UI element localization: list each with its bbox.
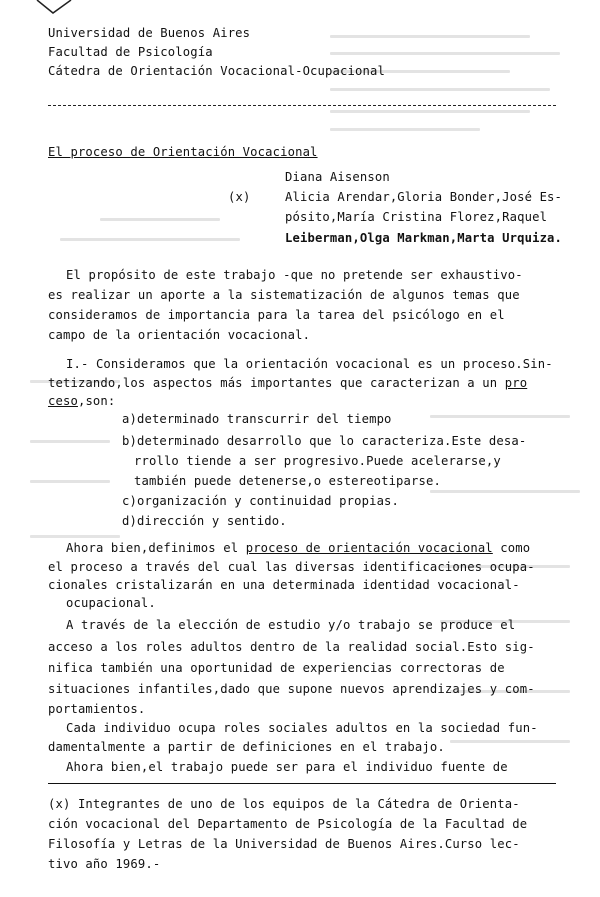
para2-line-1-text: Ahora bien,definimos el: [66, 541, 246, 555]
university-name: Universidad de Buenos Aires: [48, 26, 251, 40]
section1-line-2: [48, 376, 527, 390]
section1-line-1: I.- Consideramos que la orientación vocacional es un proceso.Sin-: [66, 357, 553, 371]
intro-line-4: campo de la orientación vocacional.: [48, 328, 311, 342]
authors-line-3: Leiberman,Olga Markman,Marta Urquiza.: [285, 231, 563, 245]
faculty-name: Facultad de Psicología: [48, 45, 213, 59]
footnote-line-2: ción vocacional del Departamento de Psicología de la Facultad de: [48, 817, 528, 831]
para2-line-1-end: como: [492, 541, 531, 555]
author-first: Diana Aisenson: [285, 170, 390, 184]
para2-line-1: [66, 541, 530, 555]
authors-line-2: pósito,María Cristina Florez,Raquel: [285, 210, 548, 224]
section1-line-3: [48, 394, 115, 408]
footnote-marker: (x): [228, 190, 251, 204]
footnote-divider: [48, 783, 556, 784]
para4-line-2: damentalmente a partir de definiciones en el trabajo.: [48, 740, 445, 754]
chair-name: Cátedra de Orientación Vocacional-Ocupacional: [48, 64, 385, 78]
footnote-line-3: Filosofía y Letras de la Universidad de Buenos Aires.Curso lec-: [48, 837, 520, 851]
intro-line-2: es realizar un aporte a la sistematización de algunos temas que: [48, 288, 520, 302]
intro-line-1: El propósito de este trabajo -que no pretende ser exhaustivo-: [66, 268, 523, 282]
para3-line-2: acceso a los roles adultos dentro de la realidad social.Esto sig-: [48, 640, 535, 654]
intro-line-3: consideramos de importancia para la tarea del psicólogo en el: [48, 308, 505, 322]
para3-line-1: A través de la elección de estudio y/o trabajo se produce el: [66, 618, 516, 632]
authors-line-1: Alicia Arendar,Gloria Bonder,José Es-: [285, 190, 563, 204]
folded-corner-icon: [35, 0, 75, 16]
para2-line-4: ocupacional.: [66, 596, 156, 610]
para3-line-4: situaciones infantiles,dado que supone nuevos aprendizajes y com-: [48, 682, 535, 696]
para2-line-1-underlined: proceso de orientación vocacional: [245, 541, 493, 555]
document-title: El proceso de Orientación Vocacional: [48, 145, 318, 159]
footnote-line-1: (x) Integrantes de uno de los equipos de la Cátedra de Orienta-: [48, 797, 520, 811]
list-item-b: b)determinado desarrollo que lo caracteriza.Este desa-: [122, 434, 527, 448]
section1-line-3-underlined: ceso: [48, 394, 78, 408]
para2-line-3: cionales cristalizarán en una determinada identidad vocacional-: [48, 578, 520, 592]
section1-line-3-text: ,son:: [77, 394, 116, 408]
section1-line-2-text: tetizando,los aspectos más importantes que caracterizan a un: [48, 376, 505, 390]
list-item-a: a)determinado transcurrir del tiempo: [122, 412, 392, 426]
list-item-d: d)dirección y sentido.: [122, 514, 287, 528]
list-item-b-cont-1: rrollo tiende a ser progresivo.Puede acelerarse,y: [134, 454, 501, 468]
para3-line-5: portamientos.: [48, 702, 146, 716]
para2-line-2: el proceso a través del cual las diversas identificaciones ocupa-: [48, 560, 535, 574]
list-item-c: c)organización y continuidad propias.: [122, 494, 400, 508]
para5-line-1: Ahora bien,el trabajo puede ser para el individuo fuente de: [66, 760, 508, 774]
header-divider: [48, 105, 556, 106]
section1-line-2-underlined: pro: [504, 376, 528, 390]
list-item-b-cont-2: también puede detenerse,o estereotiparse.: [134, 474, 441, 488]
footnote-line-4: tivo año 1969.-: [48, 857, 161, 871]
para3-line-3: nifica también una oportunidad de experiencias correctoras de: [48, 661, 505, 675]
para4-line-1: Cada individuo ocupa roles sociales adultos en la sociedad fun-: [66, 721, 538, 735]
